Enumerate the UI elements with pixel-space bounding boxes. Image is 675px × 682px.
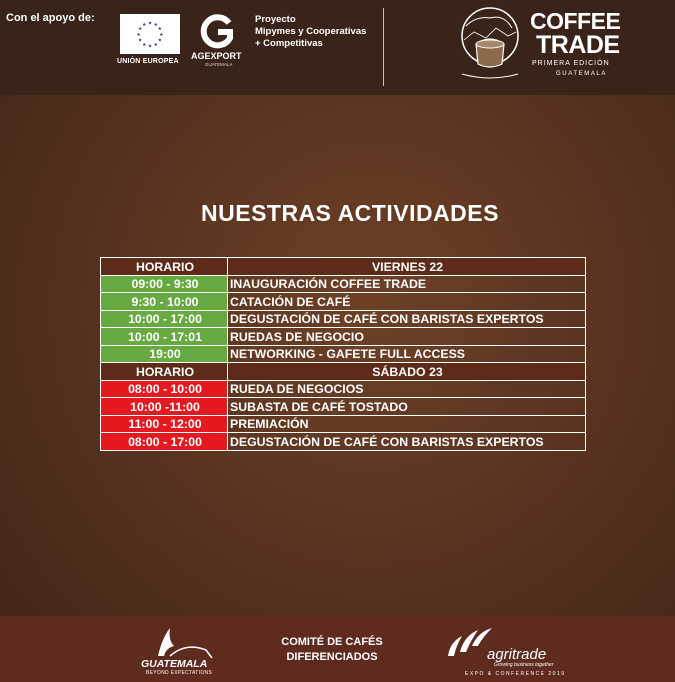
svg-text:★: ★ xyxy=(147,44,153,50)
agexport-logo-icon xyxy=(199,14,235,50)
saturday-day-header: SÁBADO 23 xyxy=(228,363,586,381)
time-column-header: HORARIO xyxy=(101,258,228,276)
activity-cell: NETWORKING - GAFETE FULL ACCESS xyxy=(228,345,586,363)
table-row xyxy=(101,275,586,293)
activity-cell: SUBASTA DE CAFÉ TOSTADO xyxy=(228,398,586,416)
project-label: Proyecto Mipymes y Cooperativas + Competitivas xyxy=(255,14,367,49)
activity-cell: RUEDAS DE NEGOCIO xyxy=(228,328,586,346)
svg-text:★: ★ xyxy=(142,23,147,29)
activity-cell: PREMIACIÓN xyxy=(228,415,586,433)
agritrade-sub-label: EXPO & CONFERENCE 2019 xyxy=(465,671,566,677)
svg-text:★: ★ xyxy=(142,42,147,48)
activity-cell: CATACIÓN DE CAFÉ xyxy=(228,293,586,311)
svg-text:★: ★ xyxy=(157,27,163,33)
activity-cell: INAUGURACIÓN COFFEE TRADE xyxy=(228,275,586,293)
time-cell: 08:00 - 10:00 xyxy=(101,380,228,398)
support-label: Con el apoyo de: xyxy=(6,12,95,24)
time-cell: 19:00 xyxy=(101,345,228,363)
agritrade-tagline: Growing business together xyxy=(494,662,554,668)
time-cell: 10:00 -11:00 xyxy=(101,398,228,416)
time-cell: 10:00 - 17:01 xyxy=(101,328,228,346)
time-cell: 08:00 - 17:00 xyxy=(101,433,228,451)
activity-cell: RUEDA DE NEGOCIOS xyxy=(228,380,586,398)
activity-cell: DEGUSTACIÓN DE CAFÉ CON BARISTAS EXPERTOS xyxy=(228,310,586,328)
agritrade-word: agritrade xyxy=(487,646,547,663)
page-title: NUESTRAS ACTIVIDADES xyxy=(201,200,499,226)
agexport-label: AGEXPORT xyxy=(191,51,242,61)
coffee-trade-word2: TRADE xyxy=(536,31,620,59)
eu-flag-icon xyxy=(120,14,180,54)
comite-label: COMITÉ DE CAFÉS DIFERENCIADOS xyxy=(281,636,383,663)
coffee-trade-word1: COFFEE xyxy=(530,8,621,34)
table-row xyxy=(101,310,586,328)
header-divider xyxy=(383,8,384,86)
table-row xyxy=(101,328,586,346)
time-column-header: HORARIO xyxy=(101,363,228,381)
time-cell: 10:00 - 17:00 xyxy=(101,310,228,328)
coffee-trade-globe-icon xyxy=(452,4,528,84)
eu-label: UNIÓN EUROPEA xyxy=(117,58,179,65)
time-cell: 9:30 - 10:00 xyxy=(101,293,228,311)
svg-text:★: ★ xyxy=(157,38,163,44)
time-cell: 09:00 - 9:30 xyxy=(101,275,228,293)
svg-text:★: ★ xyxy=(137,38,143,44)
svg-text:★: ★ xyxy=(137,27,143,33)
activity-cell: DEGUSTACIÓN DE CAFÉ CON BARISTAS EXPERTOS xyxy=(228,433,586,451)
table-header-row xyxy=(101,258,586,276)
table-row xyxy=(101,345,586,363)
friday-day-header: VIERNES 22 xyxy=(228,258,586,276)
coffee-trade-edition: PRIMERA EDICIÓN xyxy=(532,60,610,67)
svg-text:★: ★ xyxy=(153,42,158,48)
svg-text:★: ★ xyxy=(147,21,153,27)
sponsor-header xyxy=(0,0,675,95)
table-row xyxy=(101,433,586,451)
table-row xyxy=(101,415,586,433)
svg-text:★: ★ xyxy=(159,32,164,38)
svg-text:★: ★ xyxy=(136,32,141,38)
guatemala-sub-label: BEYOND EXPECTATIONS xyxy=(146,670,213,676)
agexport-sub-label: GUATEMALA xyxy=(205,62,233,67)
guatemala-word: GUATEMALA xyxy=(141,658,208,670)
time-cell: 11:00 - 12:00 xyxy=(101,415,228,433)
table-header-row xyxy=(101,363,586,381)
table-row xyxy=(101,398,586,416)
coffee-trade-country: GUATEMALA xyxy=(556,71,607,77)
svg-text:★: ★ xyxy=(153,23,158,29)
activities-table xyxy=(100,257,586,451)
table-row xyxy=(101,380,586,398)
table-row xyxy=(101,293,586,311)
